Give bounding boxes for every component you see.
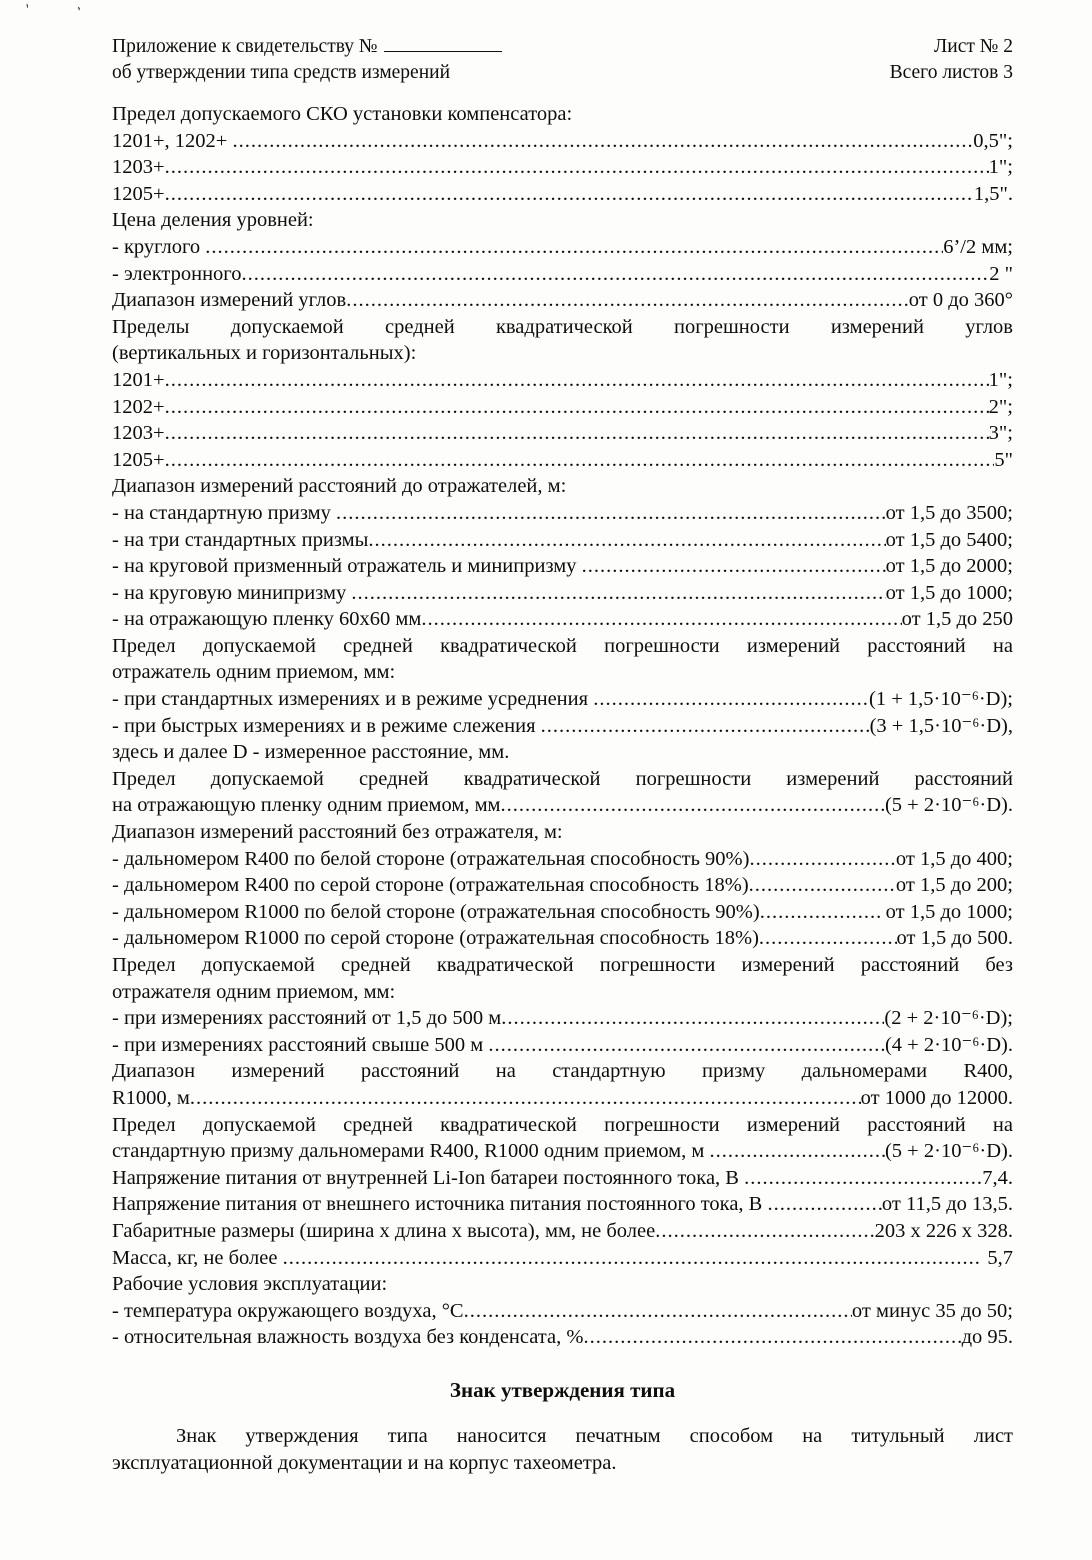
dot-leader [744, 1165, 982, 1192]
spec-value: (5 + 2·10⁻⁶·D). [884, 1140, 1013, 1163]
spec-label: 1201+, 1202+ [112, 129, 233, 152]
spec-value: 5" [994, 448, 1013, 471]
spec-value: от 1,5 до 400; [895, 847, 1013, 870]
spec-text-line: отражателя одним приемом, мм: [112, 980, 396, 1003]
spec-label: на отражающую пленку одним приемом, мм [112, 794, 501, 817]
spec-label: - дальномером R1000 по серой стороне (отражательная способность 18%) [112, 927, 759, 950]
spec-value: 1,5". [973, 182, 1013, 205]
spec-text-line: Пределы допускаемой средней квадратической погрешности измерений углов [112, 315, 1013, 338]
dot-leader [710, 1138, 885, 1165]
type-approval-paragraph-line: эксплуатационной документации и на корпус тахеометра. [112, 1451, 617, 1474]
spec-label: Напряжение питания от внешнего источника питания постоянного тока, В [112, 1193, 768, 1216]
spec-label: стандартную призму дальномерами R400, R1000 одним приемом, м [112, 1140, 710, 1163]
spec-row [112, 792, 1013, 819]
spec-text-line: Предел допускаемой средней квадратической погрешности измерений расстояний на [112, 634, 1013, 657]
spec-text-line: Рабочие условия эксплуатации: [112, 1273, 388, 1296]
spec-row [112, 1138, 1013, 1165]
dot-leader [760, 899, 881, 926]
spec-value: от 0 до 360° [908, 289, 1013, 312]
spec-value: (3 + 1,5·10⁻⁶·D), [869, 714, 1013, 737]
spec-value: от 1,5 до 2000; [885, 555, 1013, 578]
dot-leader [421, 606, 901, 633]
spec-value: 1"; [988, 368, 1013, 391]
spec-text-line: Цена деления уровней: [112, 209, 314, 232]
spec-value: 3"; [988, 422, 1013, 445]
dot-leader [241, 261, 989, 288]
spec-value: от 1,5 до 1000; [880, 900, 1013, 923]
dot-leader [346, 287, 909, 314]
dot-leader [165, 394, 989, 421]
spec-value: 1"; [988, 156, 1013, 179]
spec-label: - при быстрых измерениях и в режиме слежения [112, 714, 541, 737]
spec-value: от 1,5 до 500. [896, 927, 1013, 950]
spec-value: от 1,5 до 5400; [885, 528, 1013, 551]
spec-text-line: (вертикальных и горизонтальных): [112, 342, 417, 365]
spec-label: 1203+ [112, 156, 165, 179]
spec-row [112, 1245, 1013, 1272]
spec-label: - дальномером R400 по белой стороне (отражательная способность 90%) [112, 847, 750, 870]
dot-leader [501, 792, 885, 819]
dot-leader [593, 686, 869, 713]
spec-label: - температура окружающего воздуха, °С [112, 1299, 464, 1322]
spec-row [112, 234, 1013, 261]
spec-value: от 1,5 до 3500; [885, 501, 1013, 524]
dot-leader [749, 872, 896, 899]
spec-label: R1000, м [112, 1086, 190, 1109]
specifications-body [112, 101, 1013, 1476]
dot-leader [464, 1298, 852, 1325]
spec-row [112, 527, 1013, 554]
spec-value: от 1,5 до 250 [901, 608, 1013, 631]
dot-leader [205, 234, 943, 261]
spec-label: 1203+ [112, 422, 165, 445]
spec-value: от 1,5 до 200; [895, 874, 1013, 897]
spec-row [112, 872, 1013, 899]
spec-row [112, 686, 1013, 713]
spec-label: Напряжение питания от внутренней Li-Ion батареи постоянного тока, В [112, 1166, 745, 1189]
dot-leader [749, 846, 895, 873]
spec-value: (1 + 1,5·10⁻⁶·D); [869, 688, 1013, 711]
dot-leader [336, 500, 886, 527]
spec-row [112, 128, 1013, 155]
spec-value: от 1,5 до 1000; [885, 581, 1013, 604]
dot-leader [767, 1191, 881, 1218]
spec-label: - при измерениях расстояний свыше 500 м [112, 1033, 489, 1056]
dot-leader [165, 154, 989, 181]
section-heading: Знак утверждения типа [449, 1377, 676, 1402]
sheet-number: Лист № 2 [934, 36, 1013, 57]
spec-label: Диапазон измерений углов [112, 289, 347, 312]
spec-row [112, 1165, 1013, 1192]
spec-value: 2"; [988, 395, 1013, 418]
spec-row [112, 606, 1013, 633]
spec-text-line: отражатель одним приемом, мм: [112, 661, 396, 684]
spec-row [112, 1005, 1013, 1032]
spec-label: - относительная влажность воздуха без конденсата, % [112, 1326, 584, 1349]
dot-leader [583, 1324, 961, 1351]
dot-leader [759, 925, 897, 952]
spec-row [112, 394, 1013, 421]
appendix-label: Приложение к свидетельству № [112, 36, 378, 57]
spec-label: - на отражающую пленку 60х60 мм [112, 608, 422, 631]
spec-row [112, 154, 1013, 181]
spec-row [112, 181, 1013, 208]
spec-label: - дальномером R1000 по белой стороне (отражательная способность 90%) [112, 900, 760, 923]
dot-leader [488, 1032, 885, 1059]
spec-label: - на круговой призменный отражатель и минипризму [112, 555, 582, 578]
spec-lines [112, 101, 1013, 1351]
spec-value: 203 х 226 х 328. [874, 1219, 1013, 1242]
spec-row [112, 1032, 1013, 1059]
spec-row [112, 447, 1013, 474]
spec-label: 1205+ [112, 182, 165, 205]
spec-row [112, 500, 1013, 527]
type-approval-paragraph-line: Знак утверждения типа наносится печатным способом на титульный лист [176, 1424, 1013, 1447]
dot-leader [165, 447, 995, 474]
dot-leader [501, 1005, 884, 1032]
scan-artifact: ' [25, 1, 32, 19]
spec-row [112, 553, 1013, 580]
spec-value: (4 + 2·10⁻⁶·D). [884, 1033, 1013, 1056]
spec-row [112, 1218, 1013, 1245]
spec-label: - на три стандартных призмы [112, 528, 369, 551]
spec-label: - при стандартных измерениях и в режиме усреднения [112, 688, 594, 711]
dot-leader [165, 367, 989, 394]
spec-text-line: Диапазон измерений расстояний на стандартную призму дальномерами R400, [112, 1060, 1013, 1083]
spec-text-line: Предел допускаемой средней квадратической погрешности измерений расстояний без [112, 954, 1013, 976]
header-right [890, 34, 1013, 86]
spec-text-line: Предел допускаемого СКО установки компенсатора: [112, 103, 573, 125]
spec-row [112, 925, 1013, 952]
spec-row [112, 261, 1013, 288]
spec-label: - на круговую минипризму [112, 581, 352, 604]
spec-value: от минус 35 до 50; [851, 1299, 1013, 1322]
spec-label: - дальномером R400 по серой стороне (отражательная способность 18%) [112, 874, 749, 897]
dot-leader [368, 527, 885, 554]
spec-row [112, 846, 1013, 873]
spec-row [112, 1191, 1013, 1218]
scan-artifact: ` [69, 5, 83, 22]
spec-value: 0,5"; [973, 129, 1013, 152]
spec-label: - электронного [112, 262, 242, 285]
spec-label: Масса, кг, не более [112, 1246, 283, 1269]
spec-label: - круглого [112, 235, 206, 258]
spec-row [112, 899, 1013, 926]
spec-text-line: здесь и далее D - измеренное расстояние, мм. [112, 741, 510, 764]
spec-row [112, 287, 1013, 314]
spec-row [112, 367, 1013, 394]
dot-leader [541, 713, 870, 740]
certificate-number-blank [384, 37, 502, 52]
spec-value: 6’/2 мм; [943, 235, 1013, 258]
spec-value: от 11,5 до 13,5. [881, 1193, 1013, 1216]
spec-text-line: Предел допускаемой средней квадратической погрешности измерений расстояний [112, 767, 1013, 790]
dot-leader [283, 1245, 983, 1272]
spec-label: Габаритные размеры (ширина х длина х высота), мм, не более [112, 1219, 656, 1242]
dot-leader [582, 553, 886, 580]
spec-label: - на стандартную призму [112, 501, 336, 524]
spec-row [112, 420, 1013, 447]
spec-value: от 1000 до 12000. [860, 1086, 1013, 1109]
spec-label: - при измерениях расстояний от 1,5 до 500 м [112, 1007, 502, 1030]
page-header [112, 34, 1013, 86]
spec-value: 7,4. [982, 1166, 1013, 1189]
spec-text-line: Диапазон измерений расстояний без отражателя, м: [112, 821, 563, 844]
dot-leader [233, 128, 974, 155]
dot-leader [655, 1218, 874, 1245]
spec-label: 1205+ [112, 448, 165, 471]
spec-row [112, 1298, 1013, 1325]
dot-leader [165, 420, 989, 447]
spec-label: 1201+ [112, 368, 165, 391]
dot-leader [190, 1085, 861, 1112]
header-left [112, 34, 502, 86]
header-approval-line: об утверждении типа средств измерений [112, 62, 451, 83]
spec-value: (2 + 2·10⁻⁶·D); [884, 1007, 1013, 1030]
dot-leader [165, 181, 974, 208]
spec-row [112, 580, 1013, 607]
spec-value: 5,7 [982, 1246, 1013, 1269]
spec-row [112, 713, 1013, 740]
spec-value: до 95. [961, 1326, 1013, 1349]
header-appendix-line [112, 34, 502, 60]
spec-row [112, 1085, 1013, 1112]
spec-value: (5 + 2·10⁻⁶·D). [884, 794, 1013, 817]
dot-leader [351, 580, 885, 607]
spec-row [112, 1324, 1013, 1351]
spec-text-line: Диапазон измерений расстояний до отражателей, м: [112, 475, 567, 498]
total-sheets: Всего листов 3 [889, 62, 1013, 83]
spec-value: 2 " [989, 262, 1013, 285]
spec-label: 1202+ [112, 395, 165, 418]
spec-text-line: Предел допускаемой средней квадратической погрешности измерений расстояний на [112, 1113, 1013, 1136]
